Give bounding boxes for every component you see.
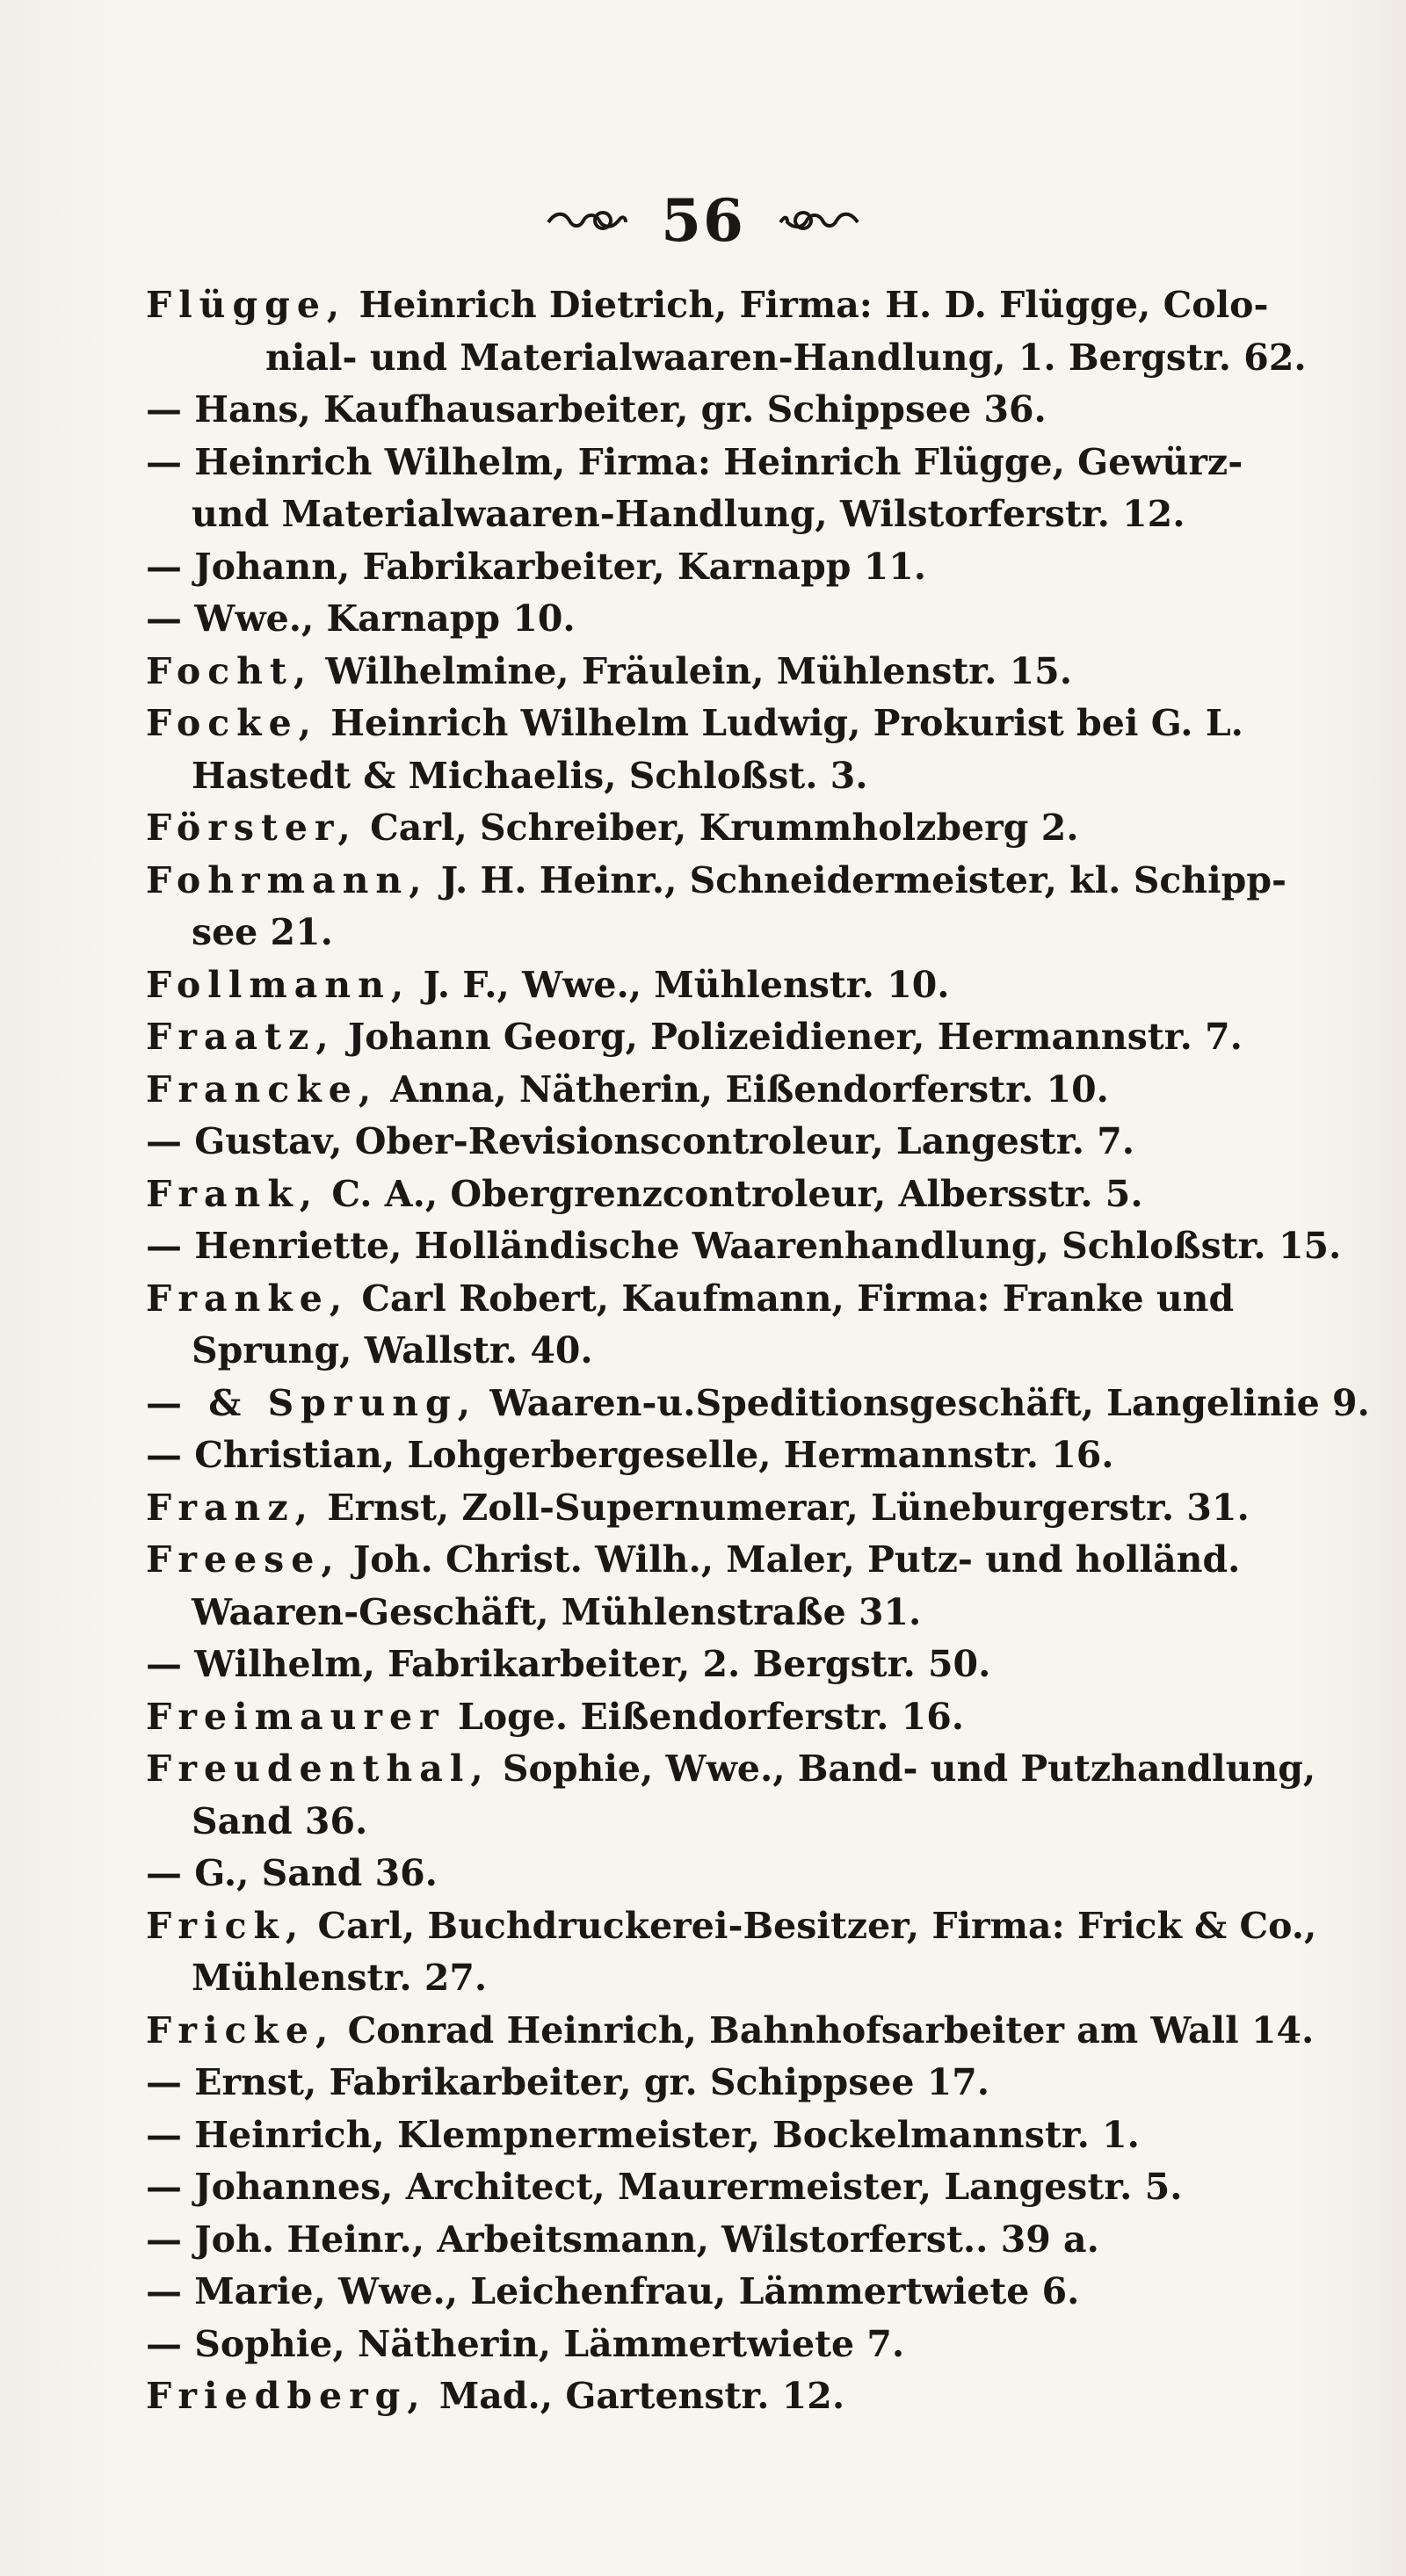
- entry-freese-wilhelm: [146, 1639, 1316, 1691]
- entry-dash: —: [146, 1120, 182, 1162]
- entry-fricke-conrad: [146, 2005, 1316, 2058]
- entry-surname: Focke,: [146, 702, 318, 744]
- entry-details: Sophie, Wwe., Band- und Putzhandlung,: [489, 1747, 1316, 1790]
- entry-francke-anna: [146, 1064, 1316, 1117]
- entry-details: Christian, Lohgerbergeselle, Hermannstr. 16.: [182, 1434, 1114, 1476]
- entry-continuation: Hastedt & Michaelis, Schloßst. 3.: [192, 754, 868, 797]
- entry-details: Heinrich, Klempnermeister, Bockelmannstr. 1.: [182, 2113, 1140, 2156]
- right-ornament-icon: [777, 203, 861, 238]
- entry-fluegge-wwe: [146, 593, 1316, 646]
- entry-fluegge-hans: [146, 384, 1316, 437]
- entry-details: Joh. Christ. Wilh., Maler, Putz- und holländ.: [340, 1538, 1241, 1581]
- entry-details: Wilhelm, Fabrikarbeiter, 2. Bergstr. 50.: [182, 1643, 991, 1685]
- entry-fricke-marie: [146, 2266, 1316, 2319]
- entry-fohrmann: [146, 855, 1316, 908]
- entry-details: Carl, Schreiber, Krummholzberg 2.: [357, 807, 1079, 849]
- entry-continuation: und Materialwaaren-Handlung, Wilstorferstr. 12.: [192, 493, 1185, 535]
- entry-surname: Franke,: [146, 1277, 350, 1320]
- entry-friedberg: [146, 2370, 1316, 2423]
- entry-fluegge-johann: [146, 541, 1316, 594]
- entry-fricke-johannes: [146, 2161, 1316, 2214]
- entry-dash: —: [146, 2218, 182, 2261]
- entry-francke-gustav: [146, 1116, 1316, 1169]
- entry-details: Conrad Heinrich, Bahnhofsarbeiter am Wall 14.: [335, 2008, 1315, 2051]
- entry-details: Heinrich Wilhelm Ludwig, Prokurist bei G. L.: [317, 702, 1243, 744]
- entry-details: Heinrich Dietrich, Firma: H. D. Flügge, Colo-: [346, 284, 1269, 326]
- entry-details: Loge. Eißendorferstr. 16.: [445, 1695, 964, 1738]
- entry-fricke-sophie: [146, 2319, 1316, 2371]
- entry-surname: Flügge,: [146, 284, 347, 326]
- entry-focke: [146, 698, 1316, 750]
- entry-details: Sophie, Nätherin, Lämmertwiete 7.: [182, 2322, 905, 2365]
- entry-continuation: nial- und Materialwaaren-Handlung, 1. Bergstr. 62.: [265, 336, 1307, 379]
- entry-details: J. H. Heinr., Schneidermeister, kl. Schipp-: [428, 858, 1287, 901]
- entry-details: Henriette, Holländische Waarenhandlung, Schloßstr. 15.: [182, 1225, 1342, 1267]
- entry-surname: Frank,: [146, 1172, 320, 1215]
- directory-entries: [146, 279, 1370, 2423]
- entry-franke-christian: [146, 1429, 1316, 1482]
- entry-details: Wwe., Karnapp 10.: [182, 597, 576, 640]
- entry-continuation: Waaren-Geschäft, Mühlenstraße 31.: [192, 1590, 922, 1633]
- entry-frick: [146, 1900, 1316, 1953]
- entry-fricke-heinrich: [146, 2109, 1316, 2162]
- entry-fluegge-heinrich-wilhelm: [146, 437, 1316, 489]
- entry-surname: Focht,: [146, 649, 314, 692]
- entry-freese: [146, 1534, 1316, 1587]
- entry-frank-henriette: [146, 1220, 1342, 1273]
- entry-dash: —: [146, 440, 182, 483]
- entry-surname: Franz,: [146, 1486, 315, 1529]
- entry-details: Joh. Heinr., Arbeitsmann, Wilstorferst.. 39 a.: [182, 2218, 1099, 2261]
- entry-dash: —: [146, 2322, 182, 2365]
- entry-details: Carl Robert, Kaufmann, Firma: Franke und: [349, 1277, 1235, 1320]
- page-number: 56: [661, 186, 745, 255]
- entry-freudenthal-g: [146, 1848, 1316, 1900]
- entry-dash: —: [146, 2113, 182, 2156]
- entry-dash: —: [146, 597, 182, 640]
- entry-surname: Freese,: [146, 1538, 341, 1581]
- entry-dash: —: [146, 1225, 182, 1267]
- entry-focht: [146, 646, 1316, 698]
- entry-surname: Friedberg,: [146, 2375, 427, 2417]
- entry-dash: —: [146, 545, 182, 588]
- entry-dash: —: [146, 1434, 182, 1476]
- entry-continuation: Sand 36.: [192, 1799, 368, 1842]
- entry-fricke-ernst: [146, 2057, 1316, 2109]
- entry-details: Mad., Gartenstr. 12.: [426, 2375, 845, 2417]
- entry-fraatz: [146, 1011, 1316, 1064]
- entry-details: Johannes, Architect, Maurermeister, Langestr. 5.: [182, 2166, 1183, 2208]
- entry-surname: Follmann,: [146, 963, 411, 1006]
- entry-dash: —: [146, 388, 182, 431]
- entry-continuation: see 21.: [192, 911, 333, 953]
- entry-surname: Francke,: [146, 1067, 379, 1111]
- entry-surname: Frick,: [146, 1904, 306, 1947]
- entry-details: J. F., Wwe., Mühlenstr. 10.: [410, 963, 950, 1006]
- entry-dash: —: [146, 1852, 182, 1894]
- entry-dash: —: [146, 2166, 182, 2208]
- entry-freudenthal: [146, 1743, 1316, 1796]
- entry-franke-sprung: [146, 1378, 1370, 1430]
- entry-details: C. A., Obergrenzcontroleur, Albersstr. 5.: [319, 1172, 1143, 1215]
- left-ornament-icon: [545, 203, 629, 238]
- entry-freimaurer-loge: [146, 1691, 1316, 1744]
- entry-details: Ernst, Fabrikarbeiter, gr. Schippsee 17.: [182, 2061, 990, 2103]
- entry-surname: Förster,: [146, 807, 358, 849]
- entry-details: Gustav, Ober-Revisionscontroleur, Langestr. 7.: [182, 1120, 1135, 1162]
- entry-details: Johann Georg, Polizeidiener, Hermannstr. 7.: [335, 1016, 1243, 1058]
- entry-surname: Freudenthal,: [146, 1747, 490, 1790]
- entry-surname: Freimaurer: [146, 1695, 446, 1738]
- entry-details: G., Sand 36.: [182, 1852, 438, 1894]
- entry-franke-carl-robert: [146, 1273, 1316, 1326]
- entry-surname: Fraatz,: [146, 1016, 336, 1058]
- entry-follmann: [146, 959, 1316, 1012]
- entry-details: Wilhelmine, Fräulein, Mühlenstr. 15.: [313, 649, 1072, 692]
- entry-details: Waaren-u.Speditionsgeschäft, Langelinie 9.: [477, 1381, 1370, 1424]
- entry-surname: Fricke,: [146, 2008, 336, 2051]
- entry-surname: — & Sprung,: [146, 1381, 478, 1424]
- entry-surname: Fohrmann,: [146, 858, 429, 901]
- entry-details: Carl, Buchdruckerei-Besitzer, Firma: Frick & Co.,: [305, 1904, 1317, 1947]
- entry-dash: —: [146, 1643, 182, 1685]
- entry-dash: —: [146, 2270, 182, 2312]
- entry-details: Marie, Wwe., Leichenfrau, Lämmertwiete 6.: [182, 2270, 1080, 2312]
- page-header: [0, 186, 1406, 255]
- entry-frank: [146, 1169, 1316, 1221]
- entry-fricke-joh-heinr: [146, 2214, 1316, 2267]
- entry-details: Anna, Nätherin, Eißendorferstr. 10.: [378, 1067, 1109, 1111]
- entry-continuation: Sprung, Wallstr. 40.: [192, 1329, 593, 1371]
- entry-fluegge-heinrich-dietrich: [146, 279, 1316, 332]
- entry-foerster: [146, 802, 1316, 855]
- entry-franz: [146, 1482, 1316, 1535]
- entry-dash: —: [146, 2061, 182, 2103]
- entry-details: Heinrich Wilhelm, Firma: Heinrich Flügge, Gewürz-: [182, 440, 1243, 483]
- entry-continuation: Mühlenstr. 27.: [192, 1957, 488, 1999]
- entry-details: Ernst, Zoll-Supernumerar, Lüneburgerstr. 31.: [314, 1486, 1250, 1529]
- entry-details: Johann, Fabrikarbeiter, Karnapp 11.: [182, 545, 927, 588]
- entry-details: Hans, Kaufhausarbeiter, gr. Schippsee 36.: [182, 388, 1047, 431]
